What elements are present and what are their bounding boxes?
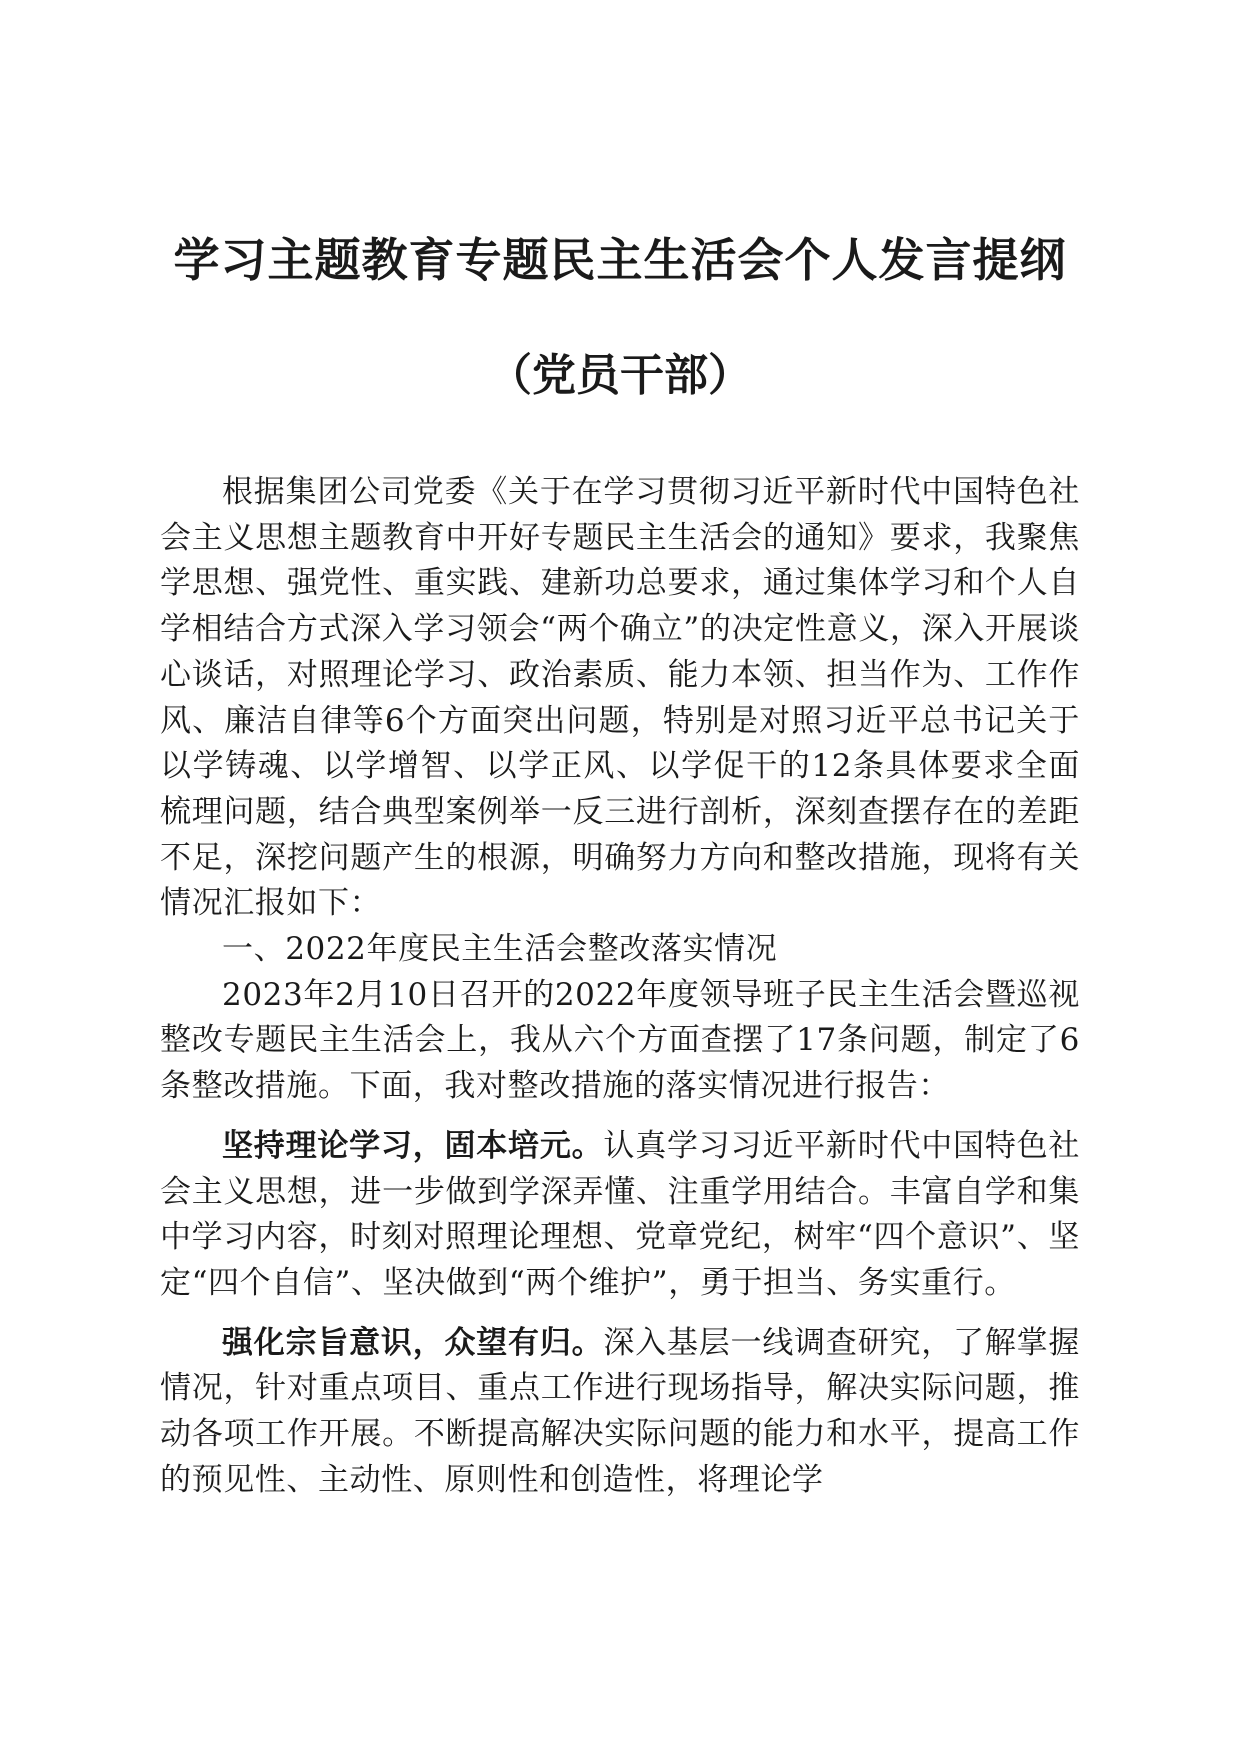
document-subtitle: （党员干部） — [488, 350, 752, 401]
section-heading-1: 一、2022年度民主生活会整改落实情况 — [222, 931, 778, 968]
item-2-text: 深入基层一线调查研究，了解掌握情况，针对重点项目、重点工作进行现场指导，解决实际问题，推动各项工作开展。不断提高解决实际问题的能力和水平，提高工作的预见性、主动性、原则性和创造性，将理论学 — [160, 1324, 1081, 1498]
item-paragraph-2 — [160, 1321, 1080, 1504]
item-1-text: 认真学习习近平新时代中国特色社会主义思想，进一步做到学深弄懂、注重学用结合。丰富自学和集中学习内容，时刻对照理论理想、党章党纪，树牢“四个意识”、坚定“四个自信”、坚决做到“两个维护”，勇于担当、务实重行。 — [160, 1127, 1081, 1301]
item-paragraph-1 — [160, 1124, 1080, 1307]
intro-paragraph: 根据集团公司党委《关于在学习贯彻习近平新时代中国特色社会主义思想主题教育中开好专题民主生活会的通知》要求，我聚焦学思想、强党性、重实践、建新功总要求，通过集体学习和个人自学相结合方式深入学习领会“两个确立”的决定性意义，深入开展谈心谈话，对照理论学习、政治素质、能力本领、担当作为、工作作风、廉洁自律等6个方面突出问题，特别是对照习近平总书记关于以学铸魂、以学增智、以学正风、以学促干的12条具体要求全面梳理问题，结合典型案例举一反三进行剖析，深刻查摆存在的差距不足，深挖问题产生的根源，明确努力方向和整改措施，现将有关情况汇报如下： — [160, 474, 1080, 922]
document-body — [160, 470, 1080, 1503]
document-page — [160, 0, 1080, 1754]
document-title: 学习主题教育专题民主生活会个人发言提纲 — [173, 233, 1067, 287]
item-2-lead: 强化宗旨意识，众望有归。 — [222, 1324, 604, 1361]
item-1-lead: 坚持理论学习，固本培元。 — [222, 1127, 604, 1164]
section-1-paragraph: 2023年2月10日召开的2022年度领导班子民主生活会暨巡视整改专题民主生活会上，我从六个方面查摆了17条问题，制定了6条整改措施。下面，我对整改措施的落实情况进行报告： — [160, 976, 1080, 1105]
